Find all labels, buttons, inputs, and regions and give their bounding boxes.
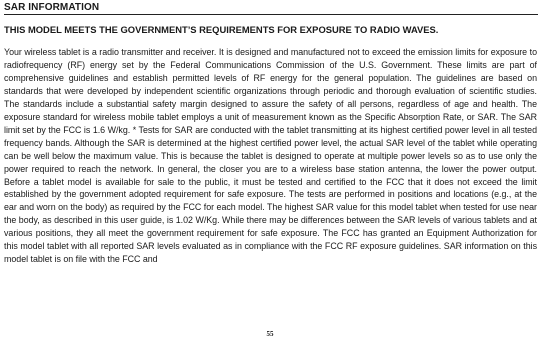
section-title: SAR INFORMATION	[4, 2, 100, 13]
section-header	[4, 2, 538, 15]
page-number: 55	[266, 330, 274, 338]
document-heading: THIS MODEL MEETS THE GOVERNMENT’S REQUIREMENTS FOR EXPOSURE TO RADIO WAVES.	[4, 24, 439, 35]
body-paragraph: Your wireless tablet is a radio transmitter and receiver. It is designed and manufactured not to exceed the emission limits for exposure to radiofrequency (RF) energy set by the Federal Communications Commission of the U.S. Government. These limits are part of comprehensive guidelines and establish permitted levels of RF energy for the general population. The guidelines are based on standards that were developed by independent scientific organizations through periodic and thorough evaluation of scientific studies. The standards include a substantial safety margin designed to assure the safety of all persons, regardless of age and health. The exposure standard for wireless mobile tablet employs a unit of measurement known as the Specific Absorption Rate, or SAR. The SAR limit set by the FCC is 1.6 W/kg. * Tests for SAR are conducted with the tablet transmitting at its highest certified power level in all tested frequency bands. Although the SAR is determined at the highest certified power level, the actual SAR level of the tablet while operating can be well below the maximum value. This is because the tablet is designed to operate at multiple power levels so as to use only the power required to reach the network. In general, the closer you are to a wireless base station antenna, the lower the power output. Before a tablet model is available for sale to the public, it must be tested and certified to the FCC that it does not exceed the limit established by the government adopted requirement for safe exposure. The tests are performed in positions and locations (e.g., at the ear and worn on the body) as required by the FCC for each model. The highest SAR value for this model tablet when tested for use near the body, as described in this user guide, is 1.02 W/Kg. While there may be differences between the SAR levels of various tablets and at various positions, they all meet the government requirement for safe exposure. The FCC has granted an Equipment Authorization for this model tablet with all reported SAR levels evaluated as in compliance with the FCC RF exposure guidelines. SAR information on this model tablet is on file with the FCC and	[4, 47, 537, 265]
